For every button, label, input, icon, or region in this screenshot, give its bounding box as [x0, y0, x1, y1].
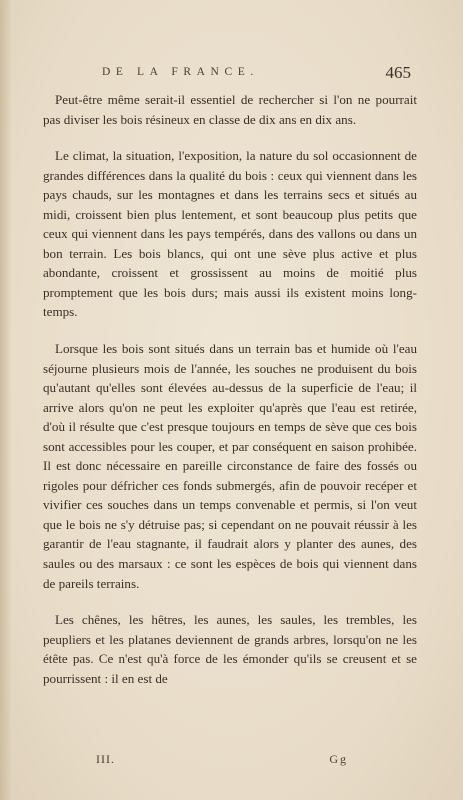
page-footer: [96, 752, 348, 772]
page-header: [102, 63, 411, 84]
paragraph: Le climat, la situation, l'exposition, la nature du sol occasionnent de grandes différences dans la qualité du bois : ceux qui viennent dans les pays chauds, sur les montagnes et dans les terrains secs et situés au midi, croissent bien plus lentement, et sont beaucoup plus petits que ceux qui viennent dans les pays tempérés, dans des vallons ou dans un bon terrain. Les bois blancs, qui ont une sève plus active et plus abondante, croissent et grossissent au moins de moitié plus promptement que les bois durs; mais aussi ils existent moins long-temps.: [43, 148, 417, 320]
page-binding-shadow: [0, 0, 12, 800]
signature-mark: Gg: [329, 752, 348, 766]
page-number: 465: [385, 63, 411, 82]
paragraph: Les chênes, les hêtres, les aunes, les saules, les trembles, les peupliers et les platanes deviennent de grands arbres, lorsqu'on ne les étête pas. Ce n'est qu'à force de les émonder qu'ils se creusent et se pourrissent : il en est de: [43, 612, 417, 686]
body-text: [43, 90, 417, 688]
paragraph: Peut-être même serait-il essentiel de rechercher si l'on ne pourrait pas diviser les bois résineux en classe de dix ans en dix ans.: [43, 92, 417, 127]
paragraph: Lorsque les bois sont situés dans un terrain bas et humide où l'eau séjourne plusieurs mois de l'année, les souches ne produisent du bois qu'autant qu'elles sont élevées au-dessus de la superficie de l'eau; il arrive alors qu'on ne peut les exploiter qu'après que l'eau est retirée, d'où il résulte que c'est presque toujours en temps de sève que ces bois sont accessibles pour les couper, et par conséquent en saison prohibée. Il est donc nécessaire en pareille circonstance de faire des fossés ou rigoles pour défricher ces fonds submergés, afin de pouvoir recéper et vivifier ces souches dans un temps convenable et permis, si l'on veut que le bois ne s'y détruise pas; si cependant on ne pouvait réussir à les garantir de l'eau stagnante, il faudrait alors y planter des aunes, des saules ou des marsaux : ce sont les espèces de bois qui viennent dans de pareils terrains.: [43, 341, 417, 591]
volume-number: III.: [96, 752, 115, 766]
running-head: DE LA FRANCE.: [102, 66, 259, 78]
